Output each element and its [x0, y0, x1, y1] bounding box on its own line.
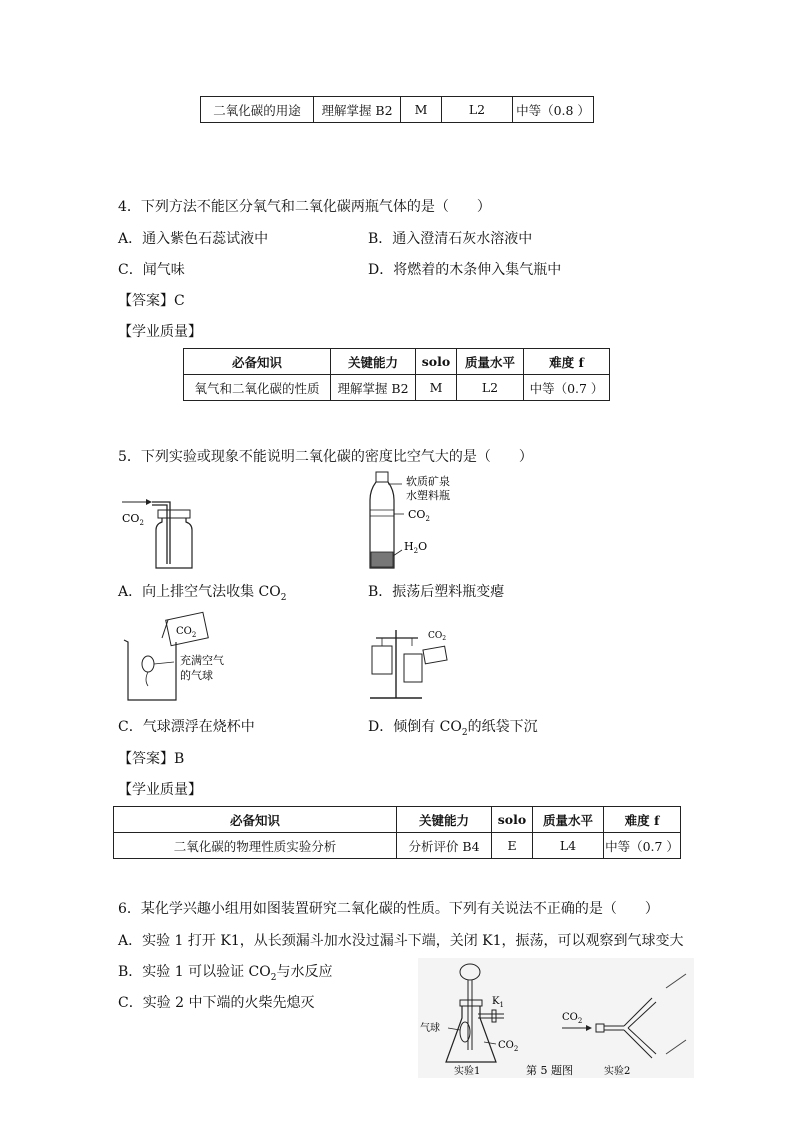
question-4-quality-tag: 【学业质量】: [118, 324, 202, 340]
figure-b-co2-label: $CO_2$: [408, 508, 430, 523]
table-header: 难度 f: [604, 807, 681, 833]
question-5-option-a: A．向上排空气法收集 $CO_2$: [118, 584, 287, 603]
figure-q6-k1-label: $K_1$: [492, 996, 504, 1009]
table-cell: M: [416, 375, 457, 401]
answer-value: B: [174, 751, 185, 767]
figure-q6-co2-label-1: $CO_2$: [498, 1040, 519, 1053]
table-header-row: [184, 349, 610, 375]
figure-a-gas-collection: [118, 492, 208, 574]
table-header: solo: [416, 349, 457, 375]
table-cell: 中等（0.7 ）: [524, 375, 610, 401]
figure-a-co2-label: $CO_2$: [122, 512, 144, 527]
figure-b-water-label: $H_2O$: [404, 540, 428, 555]
table-header: 质量水平: [457, 349, 524, 375]
table-cell: 中等（0.8 ）: [513, 97, 594, 123]
table-cell: L2: [457, 375, 524, 401]
table-cell: L4: [533, 833, 604, 859]
quality-table-q4: [183, 348, 610, 401]
table-cell: 氧气和二氧化碳的性质: [184, 375, 331, 401]
question-5-option-c: C．气球漂浮在烧杯中: [118, 719, 255, 735]
answer-value: C: [174, 293, 185, 309]
table-header: 必备知识: [184, 349, 331, 375]
figure-d-co2-label: $CO_2$: [428, 631, 447, 642]
question-5-answer: [118, 748, 184, 768]
question-6-option-c: C．实验 2 中下端的火柴先熄灭: [118, 995, 315, 1011]
figure-c-label-1: 充满空气: [180, 654, 224, 667]
knowledge-table-top: [200, 96, 594, 123]
figure-q6-exp2-label: 实验2: [604, 1066, 631, 1077]
table-row: [201, 97, 594, 123]
figure-b-label-2: 水塑料瓶: [406, 489, 450, 502]
table-header: solo: [492, 807, 533, 833]
question-4-option-d: D．将燃着的木条伸入集气瓶中: [368, 262, 562, 278]
question-6-stem: 6．某化学兴趣小组用如图装置研究二氧化碳的性质。下列有关说法不正确的是（ ）: [118, 901, 659, 917]
table-cell: 理解掌握 B2: [314, 97, 401, 123]
table-header: 关键能力: [397, 807, 492, 833]
table-header: 必备知识: [114, 807, 397, 833]
table-cell: 中等（0.7 ）: [604, 833, 681, 859]
figure-c-beaker-balloon: [118, 612, 224, 704]
figure-q6-co2-label-2: $CO_2$: [562, 1012, 583, 1025]
table-cell: 二氧化碳的用途: [201, 97, 314, 123]
figure-c-co2-label: $CO_2$: [176, 626, 197, 639]
quality-table-q5: [113, 806, 681, 859]
table-cell: E: [492, 833, 533, 859]
figure-d-balance: [362, 624, 462, 704]
table-cell: M: [401, 97, 442, 123]
answer-tag: 【答案】: [118, 751, 174, 767]
figure-c-label-2: 的气球: [180, 669, 213, 682]
table-cell: 分析评价 B4: [397, 833, 492, 859]
question-4-option-a: A．通入紫色石蕊试液中: [118, 231, 269, 247]
table-header-row: [114, 807, 681, 833]
figure-q6-apparatus: [418, 958, 694, 1078]
table-header: 质量水平: [533, 807, 604, 833]
question-4-stem: 4．下列方法不能区分氧气和二氧化碳两瓶气体的是（ ）: [118, 199, 491, 215]
question-4-answer: [118, 290, 185, 310]
question-4-option-c: C．闻气味: [118, 262, 185, 278]
table-row: [184, 375, 610, 401]
answer-tag: 【答案】: [118, 293, 174, 309]
question-5-stem: 5．下列实验或现象不能说明二氧化碳的密度比空气大的是（ ）: [118, 449, 533, 465]
figure-q6-exp1-label: 实验1: [454, 1066, 481, 1077]
table-header: 关键能力: [331, 349, 416, 375]
question-6-option-a: A．实验 1 打开 K1，从长颈漏斗加水没过漏斗下端，关闭 K1，振荡，可以观察到气球变大: [118, 933, 684, 949]
question-5-option-b: B．振荡后塑料瓶变瘪: [368, 584, 505, 600]
table-cell: 理解掌握 B2: [331, 375, 416, 401]
question-6-option-b: B．实验 1 可以验证 $CO_2$与水反应: [118, 964, 333, 983]
question-5-option-d: D．倾倒有 $CO_2$的纸袋下沉: [368, 719, 538, 738]
figure-q6-caption: 第 5 题图: [526, 1064, 573, 1077]
table-cell: L2: [442, 97, 513, 123]
figure-q6-balloon-label: 气球: [420, 1023, 440, 1034]
question-5-quality-tag: 【学业质量】: [118, 782, 202, 798]
table-header: 难度 f: [524, 349, 610, 375]
figure-b-plastic-bottle: [366, 470, 476, 578]
table-cell: 二氧化碳的物理性质实验分析: [114, 833, 397, 859]
figure-b-label-1: 软质矿泉: [406, 475, 450, 488]
question-4-option-b: B．通入澄清石灰水溶液中: [368, 231, 533, 247]
table-row: [114, 833, 681, 859]
